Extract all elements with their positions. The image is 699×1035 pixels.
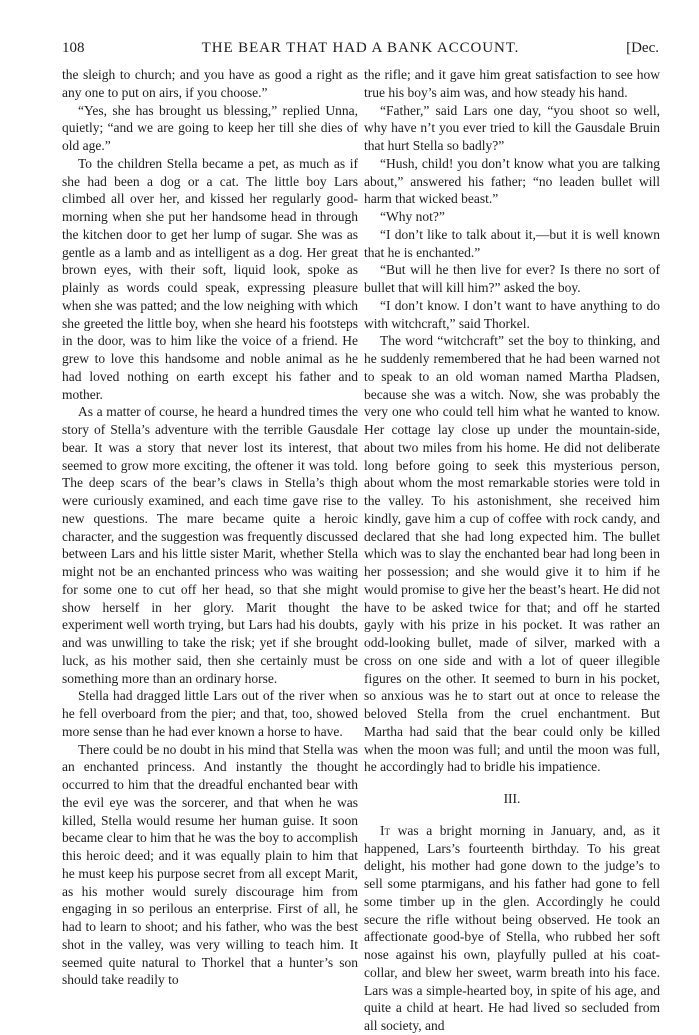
right-column xyxy=(364,66,660,1035)
paragraph: There could be no doubt in his mind that Stella was an enchanted princess. And instantly the thought occurred to him that the dreadful enchanted bear with the evil eye was the sorcerer, and that when he was killed, Stella would resume her human guise. It soon became clear to him that he was the boy to accomplish this heroic deed; and it was equally plain to him that he must keep his purpose secret from all except Marit, as his mother would surely discourage him from engaging in so perilous an enterprise. First of all, he had to learn to shoot; and his father, who was the best shot in the valley, was very willing to teach him. It seemed quite natural to Thorkel that a hunter’s son should take readily to xyxy=(62,741,358,988)
paragraph: To the children Stella became a pet, as much as if she had been a dog or a cat. The little boy Lars climbed all over her, and kissed her regularly good-morning when she put her handsome head in through the kitchen door to get her lump of sugar. She was as gentle as a lamb and as intelligent as a dog. Her great brown eyes, with their soft, liquid look, spoke as plainly as words could speak, expressing pleasure when she was patted; and the low neighing with which she greeted the little boy, when she heard his footsteps in the door, was to him like the voice of a friend. He grew to love this handsome and noble animal as he had loved nothing on earth except his father and mother. xyxy=(62,155,358,402)
section-opening-paragraph xyxy=(364,822,660,1035)
left-column xyxy=(62,66,358,989)
running-title: THE BEAR THAT HAD A BANK ACCOUNT. xyxy=(201,40,520,56)
paragraph: “Father,” said Lars one day, “you shoot so well, why have n’t you ever tried to kill the Gausdale Bruin that hurt Stella so badly?” xyxy=(364,102,660,153)
paragraph: “Yes, she has brought us blessing,” replied Unna, quietly; “and we are going to keep her till she dies of old age.” xyxy=(62,102,358,153)
paragraph: As a matter of course, he heard a hundred times the story of Stella’s adventure with the terrible Gausdale bear. It was a story that never lost its interest, that seemed to grow more exciting, the oftener it was told. The deep scars of the bear’s claws in Stella’s thigh were curiously examined, and each time gave rise to new questions. The mare became quite a heroic character, and the suggestion was frequently discussed between Lars and his little sister Marit, whether Stella might not be an enchanted princess who was waiting for some one to cut off her head, so that she might show herself in her glory. Marit thought the experiment well worth trying, but Lars had his doubts, and was unwilling to take the risk; yet if she brought luck, as his mother said, then she certainly must be something more than an ordinary horse. xyxy=(62,404,358,686)
paragraph: Stella had dragged little Lars out of the river when he fell overboard from the pier; and that, too, showed more sense than he had ever known a horse to have. xyxy=(62,688,358,739)
running-header xyxy=(62,40,659,62)
paragraph-text: was a bright morning in January, and, as it happened, Lars’s fourteenth birthday. To his great delight, his mother had gone down to the judge’s to sell some ptarmigans, and his father had gone to fell some timber up in the glen. Accordingly he could secure the rifle without being observed. He took an affectionate good-bye of Stella, who rubbed her soft nose against his own, playfully pulled at his coat-collar, and blew her sweet, warm breath into his face. Lars was a simple-hearted boy, in spite of his age, and quite a child at heart. He had lived so secluded from all society, and xyxy=(364,822,660,1033)
paragraph: “Why not?” xyxy=(380,209,445,224)
paragraph: the rifle; and it gave him great satisfaction to see how true his boy’s aim was, and how steady his hand. xyxy=(364,67,660,100)
paragraph: the sleigh to church; and you have as good a right as any one to put on airs, if you choose.” xyxy=(62,67,358,100)
page-number: 108 xyxy=(62,40,85,56)
paragraph: “I don’t like to talk about it,—but it is well known that he is enchanted.” xyxy=(364,226,660,260)
paragraph: “I don’t know. I don’t want to have anything to do with witchcraft,” said Thorkel. xyxy=(364,297,660,331)
issue-month: [Dec. xyxy=(626,40,659,56)
initial-word: It xyxy=(380,822,390,838)
paragraph: “Hush, child! you don’t know what you are talking about,” answered his father; “no leaden bullet will harm that wicked beast.” xyxy=(364,155,660,207)
paragraph: “But will he then live for ever? Is there no sort of bullet that will kill him?” asked the boy. xyxy=(364,262,660,295)
paragraph: The word “witchcraft” set the boy to thinking, and he suddenly remembered that he had been warned not to speak to an old woman named Martha Pladsen, because she was a witch. Now, she was probably the very one who could tell him what he wanted to know. Her cottage lay close up under the mountain-side, about two miles from his home. He did not deliberate long before going to seek this mysterious person, about whom the most remarkable stories were told in the valley. To his astonishment, she received him kindly, gave him a cup of coffee with rock candy, and declared that she had long expected him. The bullet which was to slay the enchanted bear had long been in her possession; and she would give it to him if he would promise to give her the beast’s heart. He did not have to be asked twice for that; and off he started gayly with his prize in his pocket. It was rather an odd-looking bullet, made of silver, marked with a cross on one side and with a lot of queer illegible figures on the other. It seemed to burn in his pocket, so anxious was he to start out at once to release the beloved Stella from the cruel enchantment. But Martha had said that the bear could only be killed when the moon was full; and until the moon was full, he accordingly had to bridle his impatience. xyxy=(364,333,660,775)
section-heading: III. xyxy=(503,791,521,806)
